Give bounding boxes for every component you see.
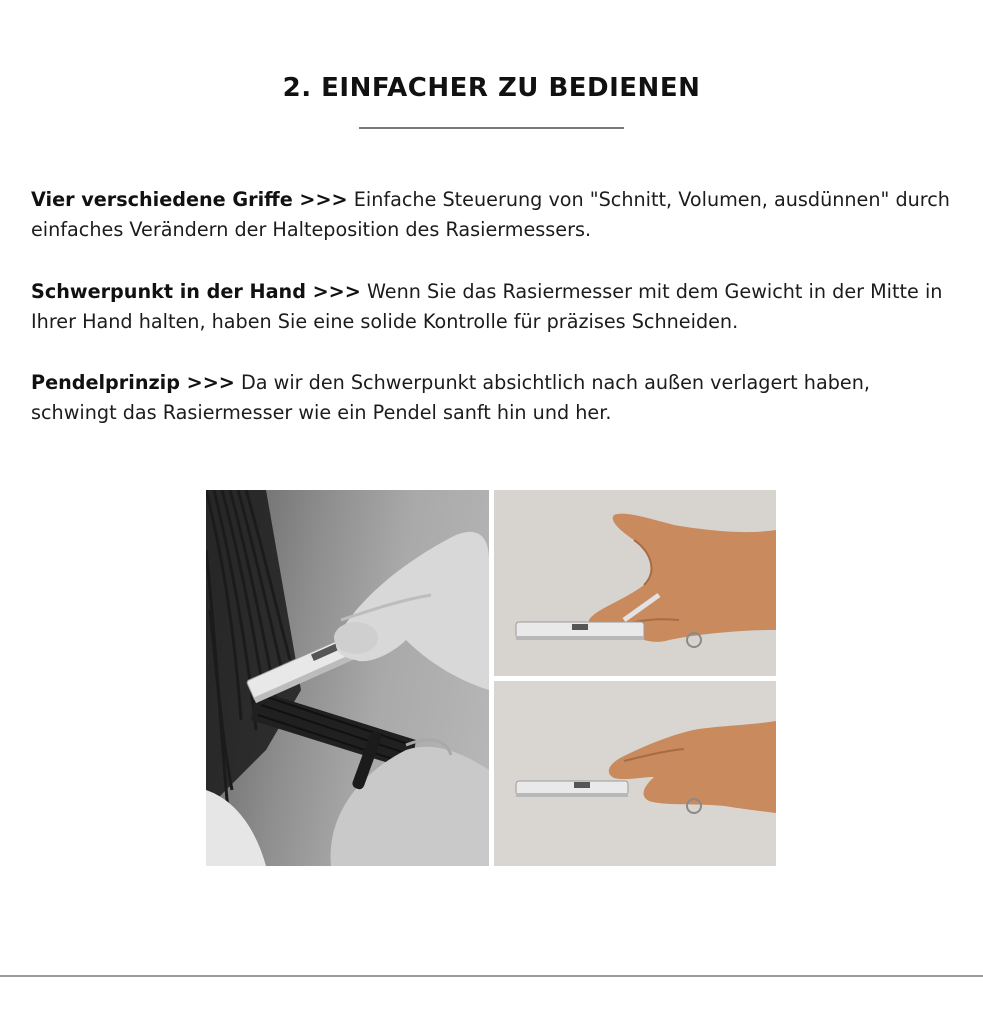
photo-razor-cutting-hair	[206, 490, 489, 866]
paragraph-lead: Vier verschiedene Griffe >>>	[31, 188, 348, 211]
paragraph-text: Da wir den Schwerpunkt absichtlich nach außen verlagert haben, schwingt das Rasiermesser wie ein Pendel sanft hin und her.	[31, 371, 870, 424]
paragraph-text: Wenn Sie das Rasiermesser mit dem Gewicht in der Mitte in Ihrer Hand halten, haben Sie eine solide Kontrolle für präzises Schneiden.	[31, 280, 943, 333]
section-title: 2. EINFACHER ZU BEDIENEN	[282, 73, 701, 103]
paragraph-grips	[31, 185, 961, 245]
paragraph-center-of-gravity	[31, 277, 961, 337]
paragraph-lead: Schwerpunkt in der Hand >>>	[31, 280, 361, 303]
paragraph-text: Einfache Steuerung von "Schnitt, Volumen, ausdünnen" durch einfaches Verändern der Halteposition des Rasiermessers.	[31, 188, 950, 241]
title-underline	[359, 127, 624, 129]
paragraph-pendulum	[31, 368, 961, 428]
photo-hand-holding-razor-top	[494, 490, 776, 676]
photo-hand-holding-razor-bottom	[494, 681, 776, 866]
paragraph-lead: Pendelprinzip >>>	[31, 371, 235, 394]
footer-divider	[0, 975, 983, 977]
